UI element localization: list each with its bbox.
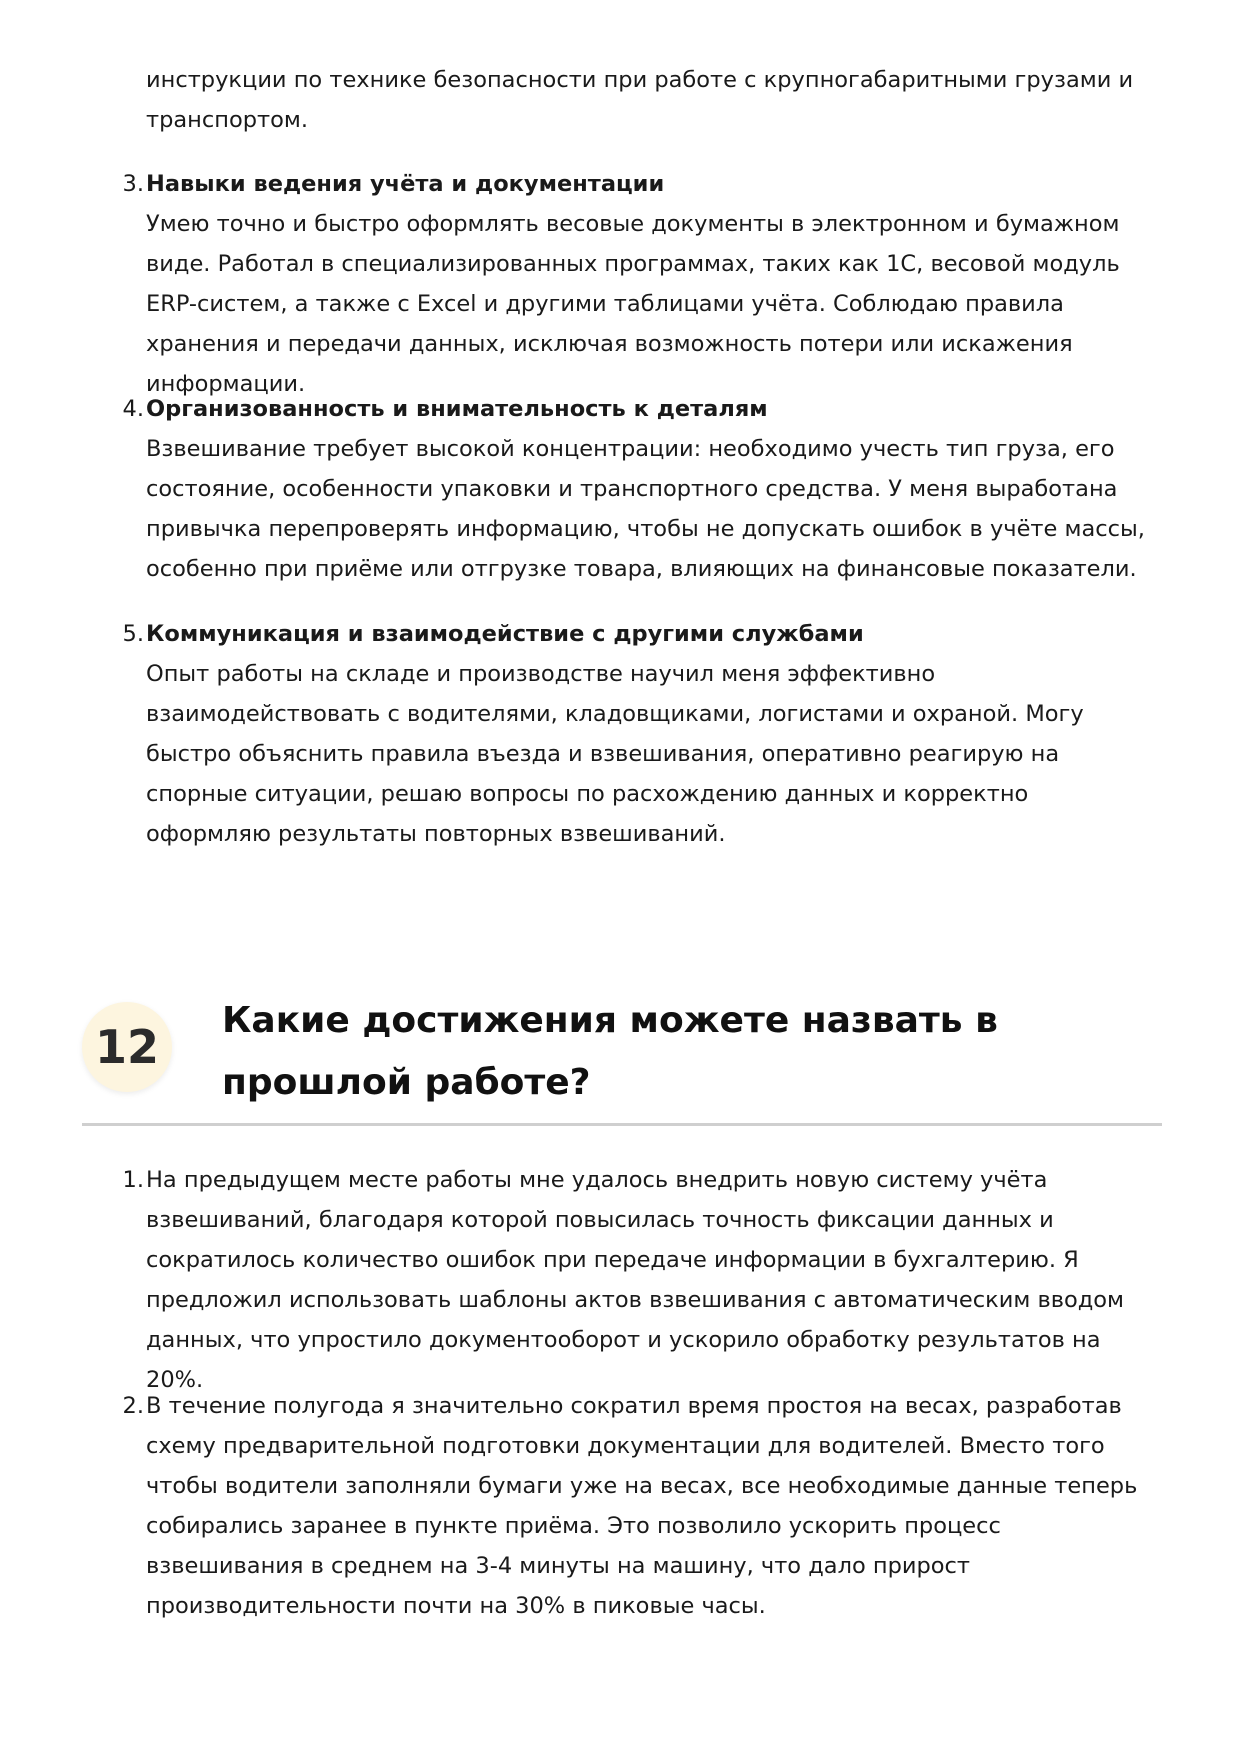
skill-text: Умею точно и быстро оформлять весовые документы в электронном и бумажном виде. Работал в специализированных программах, таких как 1С, весовой модуль ERP-систем, а также с Excel и другими таблицами учёта. Соблюдаю правила хранения и передачи данных, исключая возможность потери или искажения информации. (146, 211, 1120, 397)
intro-continuation: инструкции по технике безопасности при работе с крупногабаритными грузами и транспортом. (146, 67, 1134, 133)
section-heading: Какие достижения можете назвать в прошлой работе? (222, 1000, 998, 1103)
achievement-number: 2. (122, 1393, 144, 1419)
achievement-text: В течение полугода я значительно сократил время простоя на весах, разработав схему предварительной подготовки документации для водителей. Вместо того чтобы водители заполняли бумаги уже на весах, все необходимые данные теперь собирались заранее в пункте приёма. Это позволило ускорить процесс взвешивания в среднем на 3-4 минуты на машину, что дало прирост производительности почти на 30% в пиковые часы. (146, 1393, 1138, 1619)
skill-item-5 (122, 614, 1156, 854)
skill-title: Коммуникация и взаимодействие с другими службами (146, 621, 864, 647)
section-header (82, 990, 1162, 1125)
achievement-number: 1. (122, 1167, 144, 1193)
skill-number: 4. (122, 396, 144, 422)
skill-number: 3. (122, 171, 144, 197)
achievement-item-2 (122, 1386, 1156, 1626)
skill-text: Опыт работы на складе и производстве научил меня эффективно взаимодействовать с водителями, кладовщиками, логистами и охраной. Могу быстро объяснить правила въезда и взвешивания, оперативно реагирую на спорные ситуации, решаю вопросы по расхождению данных и корректно оформляю результаты повторных взвешиваний. (146, 661, 1084, 847)
section-divider (82, 1123, 1162, 1126)
achievement-text: На предыдущем месте работы мне удалось внедрить новую систему учёта взвешиваний, благодаря которой повысилась точность фиксации данных и сократилось количество ошибок при передаче информации в бухгалтерию. Я предложил использовать шаблоны актов взвешивания с автоматическим вводом данных, что упростило документооборот и ускорило обработку результатов на 20%. (146, 1167, 1125, 1393)
skill-number: 5. (122, 621, 144, 647)
skill-text: Взвешивание требует высокой концентрации: необходимо учесть тип груза, его состояние, особенности упаковки и транспортного средства. У меня выработана привычка перепроверять информацию, чтобы не допускать ошибок в учёте массы, особенно при приёме или отгрузке товара, влияющих на финансовые показатели. (146, 436, 1145, 582)
skill-item-3 (122, 164, 1156, 404)
section-number-badge: 12 (82, 1002, 172, 1092)
skill-title: Организованность и внимательность к деталям (146, 396, 768, 422)
skill-title: Навыки ведения учёта и документации (146, 171, 665, 197)
skill-item-4 (122, 389, 1156, 589)
achievement-item-1 (122, 1160, 1156, 1400)
